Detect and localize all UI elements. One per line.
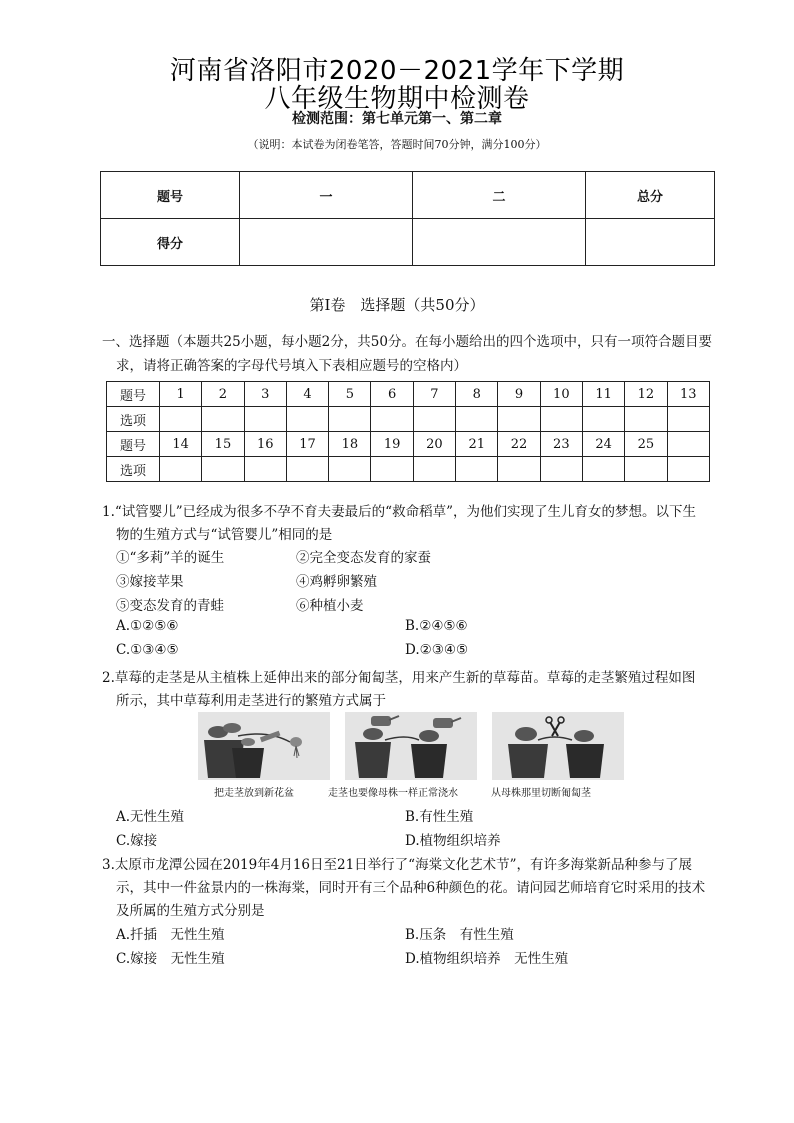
score-header-cell: 题号 — [101, 172, 240, 219]
image-caption: 从母株那里切断匍匐茎 — [491, 788, 591, 799]
score-blank-cell[interactable] — [586, 219, 715, 266]
exam-note: （说明：本试卷为闭卷笔答，答题时间70分钟，满分100分） — [247, 138, 547, 151]
answer-cell[interactable] — [244, 407, 286, 432]
strawberry-step2-image — [345, 712, 477, 780]
q3-option-d[interactable]: D.植物组织培养 无性生殖 — [405, 951, 569, 967]
question-number: 21 — [456, 432, 498, 457]
answer-cell[interactable] — [329, 407, 371, 432]
q2-stem-line: 2.草莓的走茎是从主植株上延伸出来的部分匍匐茎，用来产生新的草莓苗。草莓的走茎繁殖过程如图 — [102, 670, 696, 686]
exam-scope: 检测范围：第七单元第一、第二章 — [292, 111, 502, 127]
answer-row-label: 题号 — [107, 432, 160, 457]
answer-cell[interactable] — [667, 457, 709, 482]
q1-item: ①“多莉”羊的诞生 — [116, 550, 225, 566]
q3-stem-line: 及所属的生殖方式分别是 — [116, 903, 265, 919]
question-number: 1 — [160, 382, 202, 407]
instructions — [102, 330, 716, 378]
answer-cell[interactable] — [625, 407, 667, 432]
question-number: 9 — [498, 382, 540, 407]
exam-title-line2: 八年级生物期中检测卷 — [264, 84, 530, 114]
score-table-row — [101, 219, 715, 266]
question-number: 23 — [540, 432, 582, 457]
question-number — [667, 432, 709, 457]
q1-item: ③嫁接苹果 — [116, 574, 184, 590]
question-number: 13 — [667, 382, 709, 407]
q1-item: ⑥种植小麦 — [296, 598, 364, 614]
answer-cell[interactable] — [582, 407, 624, 432]
answer-cell[interactable] — [667, 407, 709, 432]
score-label-cell: 得分 — [101, 219, 240, 266]
answer-cell[interactable] — [286, 457, 328, 482]
q1-stem-line: 物的生殖方式与“试管婴儿”相同的是 — [116, 527, 333, 543]
answer-row-label: 题号 — [107, 382, 160, 407]
q1-option-a[interactable]: A.①②⑤⑥ — [116, 618, 179, 634]
answer-cell[interactable] — [202, 407, 244, 432]
image-caption: 走茎也要像母株一样正常浇水 — [328, 788, 458, 799]
answer-cell[interactable] — [540, 457, 582, 482]
answer-row-label: 选项 — [107, 407, 160, 432]
score-header-cell: 二 — [413, 172, 586, 219]
question-number: 5 — [329, 382, 371, 407]
answer-cell[interactable] — [202, 457, 244, 482]
question-number: 6 — [371, 382, 413, 407]
answer-cell[interactable] — [160, 407, 202, 432]
q1-item: ④鸡孵卵繁殖 — [296, 574, 377, 590]
answer-cell[interactable] — [498, 407, 540, 432]
answer-cell[interactable] — [371, 457, 413, 482]
instructions-line: 求，请将正确答案的字母代号填入下表相应题号的空格内） — [116, 358, 467, 374]
answer-cell[interactable] — [498, 457, 540, 482]
score-header-cell: 总分 — [586, 172, 715, 219]
q3-option-b[interactable]: B.压条 有性生殖 — [405, 927, 514, 943]
q2-option-d[interactable]: D.植物组织培养 — [405, 833, 501, 849]
answer-cell[interactable] — [625, 457, 667, 482]
question-number: 11 — [582, 382, 624, 407]
question-number: 16 — [244, 432, 286, 457]
score-table — [100, 171, 715, 266]
answer-number-row — [107, 432, 710, 457]
answer-cell[interactable] — [286, 407, 328, 432]
q2-option-a[interactable]: A.无性生殖 — [116, 809, 185, 825]
question-number: 25 — [625, 432, 667, 457]
answer-row-label: 选项 — [107, 457, 160, 482]
answer-cell[interactable] — [413, 407, 455, 432]
answer-cell[interactable] — [456, 457, 498, 482]
answer-option-row — [107, 457, 710, 482]
question-number: 8 — [456, 382, 498, 407]
question-number: 7 — [413, 382, 455, 407]
question-number: 14 — [160, 432, 202, 457]
q1-item: ②完全变态发育的家蚕 — [296, 550, 431, 566]
question-number: 2 — [202, 382, 244, 407]
score-header-cell: 一 — [240, 172, 413, 219]
answer-number-row — [107, 382, 710, 407]
q2-option-b[interactable]: B.有性生殖 — [405, 809, 474, 825]
q1-option-d[interactable]: D.②③④⑤ — [405, 642, 469, 658]
section-title: 第Ⅰ卷 选择题（共50分） — [309, 296, 485, 314]
q3-stem-line: 3.太原市龙潭公园在2019年4月16日至21日举行了“海棠文化艺术节”，有许多海棠新品种参与了展 — [102, 857, 692, 873]
q2-stem-line: 所示，其中草莓利用走茎进行的繁殖方式属于 — [116, 693, 386, 709]
instructions-line: 一、选择题（本题共25小题，每小题2分，共50分。在每小题给出的四个选项中，只有一项符合题目要 — [102, 334, 712, 350]
score-table-row — [101, 172, 715, 219]
answer-table — [106, 381, 710, 482]
q3-stem-line: 示，其中一件盆景内的一株海棠，同时开有三个品种6种颜色的花。请问园艺师培育它时采用的技术 — [116, 880, 706, 896]
strawberry-step1-image — [198, 712, 330, 780]
question-number: 12 — [625, 382, 667, 407]
question-number: 17 — [286, 432, 328, 457]
score-blank-cell[interactable] — [240, 219, 413, 266]
exam-title-line1: 河南省洛阳市2020－2021学年下学期 — [169, 56, 625, 86]
answer-cell[interactable] — [371, 407, 413, 432]
q1-option-c[interactable]: C.①③④⑤ — [116, 642, 179, 658]
q3-option-c[interactable]: C.嫁接 无性生殖 — [116, 951, 225, 967]
q1-stem-line: 1.“试管婴儿”已经成为很多不孕不育夫妻最后的“救命稻草”，为他们实现了生儿育女的梦想。以下生 — [102, 504, 696, 520]
answer-option-row — [107, 407, 710, 432]
question-number: 24 — [582, 432, 624, 457]
answer-cell[interactable] — [540, 407, 582, 432]
q1-option-b[interactable]: B.②④⑤⑥ — [405, 618, 468, 634]
question-number: 22 — [498, 432, 540, 457]
question-number: 18 — [329, 432, 371, 457]
answer-cell[interactable] — [244, 457, 286, 482]
answer-cell[interactable] — [582, 457, 624, 482]
question-number: 15 — [202, 432, 244, 457]
question-number: 20 — [413, 432, 455, 457]
strawberry-step3-image — [492, 712, 624, 780]
q3-option-a[interactable]: A.扦插 无性生殖 — [116, 927, 225, 943]
answer-cell[interactable] — [160, 457, 202, 482]
q2-option-c[interactable]: C.嫁接 — [116, 833, 158, 849]
answer-cell[interactable] — [456, 407, 498, 432]
answer-cell[interactable] — [413, 457, 455, 482]
question-number: 4 — [286, 382, 328, 407]
question-number: 19 — [371, 432, 413, 457]
q1-item: ⑤变态发育的青蛙 — [116, 598, 224, 614]
image-caption: 把走茎放到新花盆 — [214, 788, 294, 799]
score-blank-cell[interactable] — [413, 219, 586, 266]
answer-cell[interactable] — [329, 457, 371, 482]
question-number: 10 — [540, 382, 582, 407]
question-number: 3 — [244, 382, 286, 407]
